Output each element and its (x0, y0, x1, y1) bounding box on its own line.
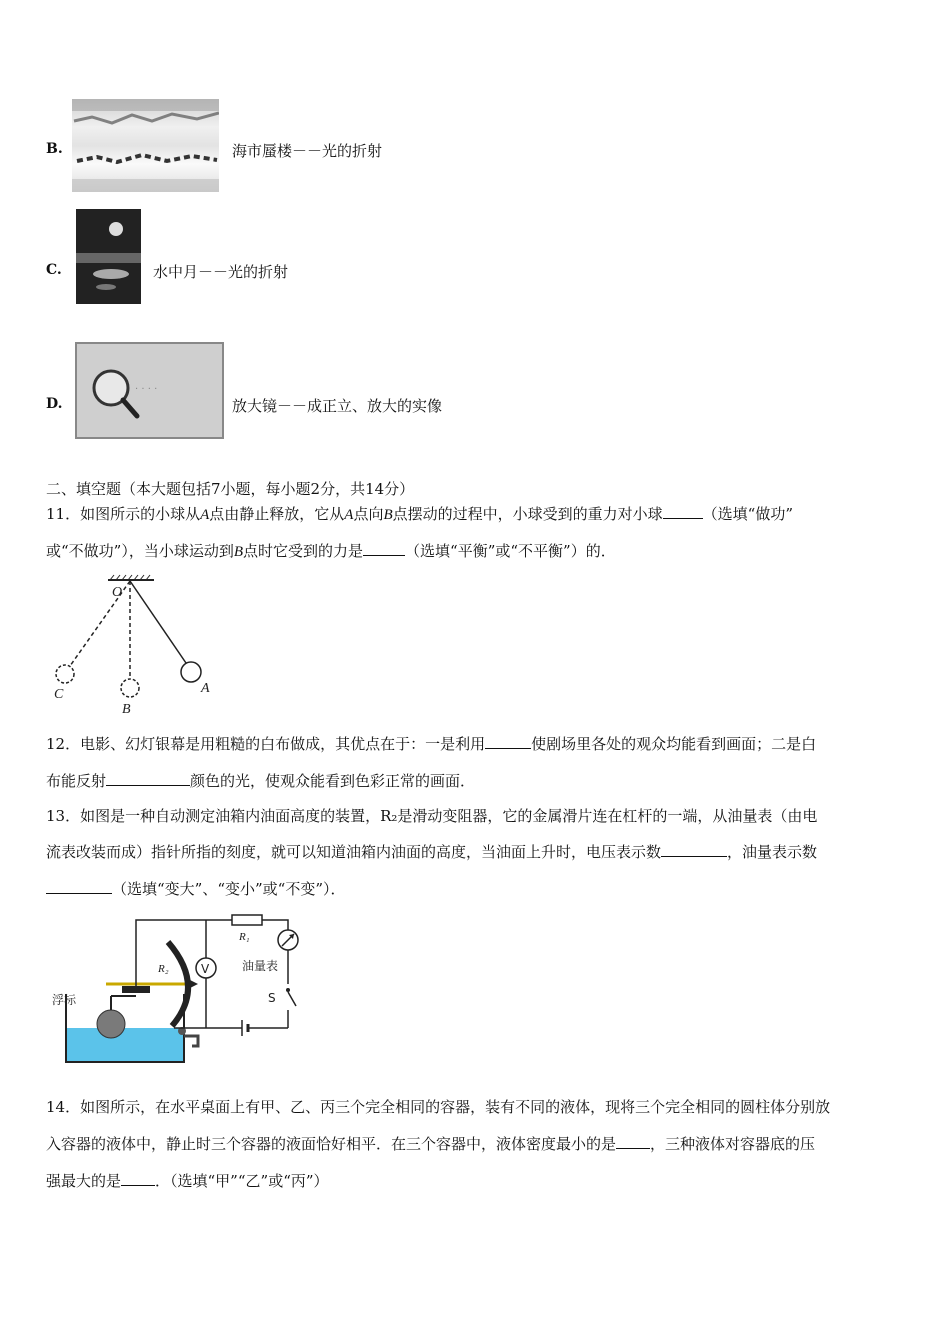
float-label: 浮标 (52, 993, 77, 1007)
ball-a (181, 662, 201, 682)
r1-label: R₁ (239, 931, 250, 943)
magnifier-photo (75, 342, 224, 439)
q14-blank-1[interactable] (616, 1134, 650, 1149)
q12-line1: 12．电影、幻灯银幕是用粗糙的白布做成，其优点在于：一是利用 使剧场里各处的观众均能看到画面；二是白 (46, 735, 817, 753)
option-b-text: 海市蜃楼－－光的折射 (232, 142, 383, 160)
label-b: B (122, 702, 131, 717)
option-c-letter: C. (46, 262, 62, 278)
q11-blank-1[interactable] (663, 504, 703, 519)
moon-in-water-photo (76, 209, 141, 304)
voltmeter-label: V (201, 962, 210, 976)
option-c-text: 水中月－－光的折射 (153, 263, 289, 281)
q11-line1: 11．如图所示的小球从A点由静止释放，它从A点向B点摆动的过程中，小球受到的重力对小球 （选填“做功” (46, 505, 793, 523)
ball-b (121, 679, 139, 697)
option-d-letter: D. (46, 396, 63, 412)
q13-blank-1[interactable] (661, 842, 727, 857)
q12-blank-2[interactable] (106, 771, 190, 786)
section-heading: 二、填空题（本大题包括7小题，每小题2分，共14分） (46, 480, 415, 498)
label-c: C (54, 687, 64, 702)
q13-blank-2[interactable] (46, 879, 112, 894)
pendulum-diagram (46, 572, 226, 720)
q14-line2: 入容器的液体中，静止时三个容器的液面恰好相平．在三个容器中，液体密度最小的是 ，三种液体对容器底的压 (46, 1135, 816, 1153)
mirage-photo (72, 99, 219, 192)
q13-line1: 13．如图是一种自动测定油箱内油面高度的装置，R₂是滑动变阻器，它的金属滑片连在杠杆的一端，从油量表（由电 (46, 807, 818, 825)
oil-gauge-circuit (46, 906, 316, 1074)
r2-label: R₂ (158, 963, 169, 975)
q14-line1: 14．如图所示，在水平桌面上有甲、乙、丙三个完全相同的容器，装有不同的液体，现将三个完全相同的圆柱体分别放 (46, 1098, 831, 1116)
option-d-text: 放大镜－－成正立、放大的实像 (232, 397, 443, 415)
q13-line2: 流表改装而成）指针所指的刻度，就可以知道油箱内油面的高度，当油面上升时，电压表示数 ，油量表示数 (46, 843, 818, 861)
oil-meter-label: 油量表 (242, 959, 279, 973)
switch-label: S (268, 991, 276, 1005)
q12-line2: 布能反射 颜色的光，使观众能看到色彩正常的画面． (46, 772, 476, 790)
q11-line2: 或“不做功”），当小球运动到B点时它受到的力是 （选填“平衡”或“不平衡”）的． (46, 542, 616, 560)
q11-blank-2[interactable] (363, 541, 405, 556)
svg-text:· · · ·: · · · · (135, 384, 158, 395)
q12-blank-1[interactable] (485, 734, 531, 749)
label-o: O (112, 585, 123, 600)
q14-line3: 强最大的是 ．（选填“甲”“乙”或“丙”） (46, 1172, 329, 1190)
option-b-letter: B. (46, 141, 63, 157)
q14-blank-2[interactable] (121, 1171, 155, 1186)
q13-line3: （选填“变大”、“变小”或“不变”）． (46, 879, 346, 899)
ball-c (56, 665, 74, 683)
label-a: A (201, 681, 210, 696)
